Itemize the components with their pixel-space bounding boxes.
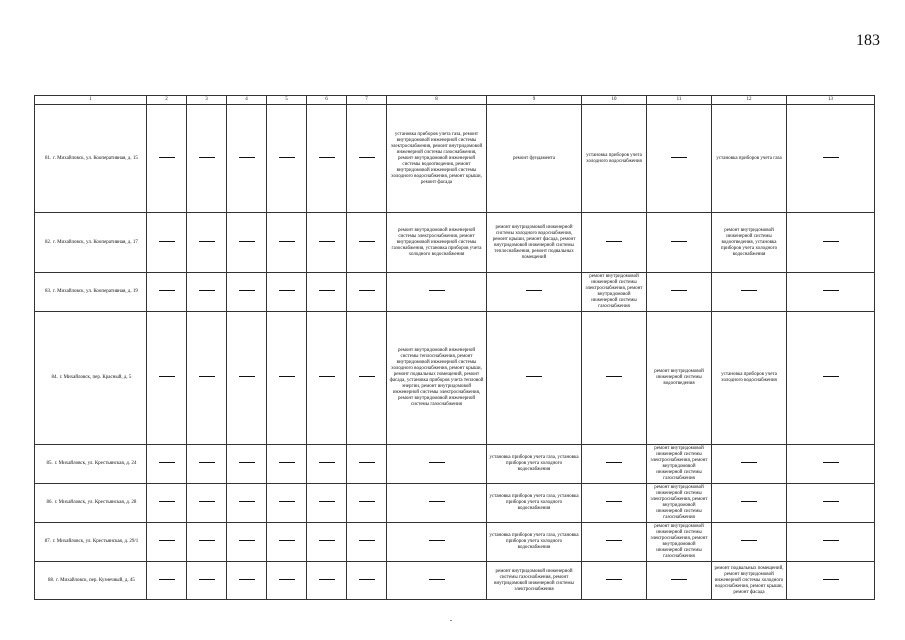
dash-mark — [606, 462, 622, 463]
address-cell — [35, 273, 147, 312]
dash-mark — [279, 376, 295, 377]
empty-cell — [267, 523, 307, 562]
empty-cell — [187, 105, 227, 213]
dash-mark — [239, 241, 255, 242]
dash-mark — [159, 540, 175, 541]
dash-mark — [199, 462, 215, 463]
empty-cell — [787, 213, 875, 273]
dash-mark — [606, 501, 622, 502]
address-text: г. Михайловск, пер. Красный, д. 5 — [59, 375, 132, 380]
empty-cell — [147, 484, 187, 523]
work-cell: ремонт внутридомовой инженерной системы газоснабжения, ремонт внутридомовой инженерной системы электроснабжения — [487, 562, 582, 600]
address-cell — [35, 312, 147, 445]
empty-cell — [582, 445, 647, 484]
empty-cell — [347, 562, 387, 600]
empty-cell — [227, 273, 267, 312]
empty-cell — [307, 105, 347, 213]
dash-mark — [671, 290, 687, 291]
empty-cell — [307, 273, 347, 312]
repair-registry-table — [34, 95, 875, 600]
dash-mark — [199, 241, 215, 242]
column-number: 13 — [787, 96, 875, 105]
empty-cell — [582, 484, 647, 523]
column-number: 8 — [387, 96, 487, 105]
empty-cell — [307, 523, 347, 562]
dash-mark — [199, 376, 215, 377]
empty-cell — [267, 312, 307, 445]
work-cell: установка приборов учета холодного водоснабжения — [582, 105, 647, 213]
column-number: 3 — [187, 96, 227, 105]
empty-cell — [227, 445, 267, 484]
empty-cell — [147, 105, 187, 213]
empty-cell — [347, 484, 387, 523]
empty-cell — [187, 562, 227, 600]
empty-cell — [712, 484, 787, 523]
empty-cell — [387, 273, 487, 312]
dash-mark — [239, 157, 255, 158]
dash-mark — [359, 579, 375, 580]
empty-cell — [787, 523, 875, 562]
empty-cell — [787, 484, 875, 523]
dash-mark — [671, 241, 687, 242]
table-row — [35, 445, 875, 484]
empty-cell — [787, 445, 875, 484]
dash-mark — [823, 540, 839, 541]
dash-mark — [279, 157, 295, 158]
address-cell — [35, 445, 147, 484]
empty-cell — [582, 213, 647, 273]
empty-cell — [347, 273, 387, 312]
column-number: 6 — [307, 96, 347, 105]
empty-cell — [147, 445, 187, 484]
dash-mark — [741, 462, 757, 463]
empty-cell — [187, 445, 227, 484]
work-cell: ремонт внутридомовой инженерной системы электроснабжения, ремонт внутридомовой инженерной системы газоснабжения — [647, 523, 712, 562]
row-number: 82. — [45, 239, 52, 245]
dash-mark — [319, 579, 335, 580]
dash-mark — [741, 290, 757, 291]
dash-mark — [199, 290, 215, 291]
work-cell: установка приборов учета газа, установка приборов учета холодного водоснабжения — [487, 523, 582, 562]
dash-mark — [319, 540, 335, 541]
empty-cell — [582, 562, 647, 600]
address-text: г. Михайловск, ул. Кооперативная, д. 19 — [53, 289, 138, 294]
dash-mark — [239, 540, 255, 541]
empty-cell — [187, 213, 227, 273]
address-cell — [35, 105, 147, 213]
dash-mark — [239, 501, 255, 502]
column-number: 12 — [712, 96, 787, 105]
empty-cell — [227, 562, 267, 600]
row-number: 83. — [45, 289, 52, 294]
dash-mark — [359, 241, 375, 242]
row-number: 87. — [44, 539, 51, 544]
table-body — [35, 105, 875, 600]
empty-cell — [487, 273, 582, 312]
empty-cell — [387, 445, 487, 484]
table-row — [35, 484, 875, 523]
column-number: 4 — [227, 96, 267, 105]
empty-cell — [307, 312, 347, 445]
dash-mark — [823, 579, 839, 580]
empty-cell — [267, 445, 307, 484]
dash-mark — [319, 462, 335, 463]
dash-mark — [823, 462, 839, 463]
empty-cell — [647, 213, 712, 273]
dash-mark — [741, 501, 757, 502]
address-text: г. Михайловск, ул. Крестьянская, д. 24 — [54, 461, 137, 466]
empty-cell — [387, 484, 487, 523]
work-cell: установка приборов учета холодного водоснабжения — [712, 312, 787, 445]
work-cell: ремонт внутридомовой инженерной системы электроснабжения, ремонт внутридомовой инженерной системы газоснабжения, установка приборов учета холодного водоснабжения — [387, 213, 487, 273]
empty-cell — [227, 484, 267, 523]
dash-mark — [359, 462, 375, 463]
dash-mark — [606, 376, 622, 377]
dash-mark — [239, 376, 255, 377]
empty-cell — [267, 213, 307, 273]
scan-speck — [450, 620, 452, 621]
dash-mark — [319, 290, 335, 291]
work-cell: ремонт внутридомовой инженерной системы водоотведения, установка приборов учета холодного водоснабжения — [712, 213, 787, 273]
empty-cell — [787, 562, 875, 600]
dash-mark — [671, 157, 687, 158]
dash-mark — [823, 290, 839, 291]
dash-mark — [159, 579, 175, 580]
work-cell: ремонт внутридомовой инженерной системы электроснабжения, ремонт внутридомовой инженерной системы газоснабжения — [647, 445, 712, 484]
row-number: 86. — [46, 500, 53, 505]
table-row — [35, 105, 875, 213]
dash-mark — [199, 540, 215, 541]
dash-mark — [823, 157, 839, 158]
row-number: 84. — [51, 375, 58, 380]
empty-cell — [227, 312, 267, 445]
dash-mark — [279, 462, 295, 463]
work-cell: ремонт внутридомовой инженерной системы теплоснабжения, ремонт внутридомовой инженерной системы холодного водоснабжения, ремонт крыши, ремонт подвальных помещений, ремонт фасада, установка приборов учета тепловой энергии, ремонт внутридомовой инженерной системы электроснабжения, ремонт внутридомовой инженерной системы газоснабжения — [387, 312, 487, 445]
dash-mark — [159, 157, 175, 158]
empty-cell — [387, 523, 487, 562]
dash-mark — [159, 462, 175, 463]
dash-mark — [429, 501, 445, 502]
empty-cell — [147, 213, 187, 273]
empty-cell — [487, 312, 582, 445]
work-cell: установка приборов учета газа — [712, 105, 787, 213]
empty-cell — [647, 273, 712, 312]
empty-cell — [647, 562, 712, 600]
dash-mark — [823, 501, 839, 502]
empty-cell — [387, 562, 487, 600]
empty-cell — [267, 273, 307, 312]
dash-mark — [319, 157, 335, 158]
page-number: 183 — [856, 32, 880, 49]
dash-mark — [159, 290, 175, 291]
work-cell: ремонт подвальных помещений, ремонт внутридомовой инженерной системы холодного водоснабжения, ремонт крыши, ремонт фасада — [712, 562, 787, 600]
empty-cell — [712, 523, 787, 562]
empty-cell — [347, 523, 387, 562]
row-number: 81. — [45, 155, 52, 161]
dash-mark — [199, 501, 215, 502]
dash-mark — [319, 376, 335, 377]
dash-mark — [359, 540, 375, 541]
empty-cell — [187, 523, 227, 562]
row-number: 88. — [47, 577, 55, 583]
empty-cell — [712, 273, 787, 312]
empty-cell — [227, 105, 267, 213]
address-cell — [35, 484, 147, 523]
table-row — [35, 213, 875, 273]
address-text: г. Михайловск, пер. Кузнечный, д. 45 — [56, 577, 135, 583]
dash-mark — [159, 501, 175, 502]
work-cell: ремонт внутридомовой инженерной системы электроснабжения, ремонт внутридомовой инженерной системы газоснабжения — [582, 273, 647, 312]
table-row — [35, 312, 875, 445]
empty-cell — [582, 312, 647, 445]
work-cell: ремонт внутридомовой инженерной системы холодного водоснабжения, ремонт крыши, ремонт фасада, ремонт внутридомовой инженерной системы теплоснабжения, ремонт подвальных помещений — [487, 213, 582, 273]
column-number: 2 — [147, 96, 187, 105]
empty-cell — [307, 562, 347, 600]
empty-cell — [347, 105, 387, 213]
empty-cell — [347, 445, 387, 484]
empty-cell — [787, 273, 875, 312]
dash-mark — [279, 241, 295, 242]
dash-mark — [359, 290, 375, 291]
column-number: 9 — [487, 96, 582, 105]
empty-cell — [582, 523, 647, 562]
empty-cell — [147, 523, 187, 562]
empty-cell — [267, 562, 307, 600]
column-number: 7 — [347, 96, 387, 105]
dash-mark — [429, 290, 445, 291]
empty-cell — [187, 273, 227, 312]
dash-mark — [359, 157, 375, 158]
dash-mark — [279, 501, 295, 502]
table-row — [35, 562, 875, 600]
empty-cell — [307, 213, 347, 273]
work-cell: ремонт внутридомовой инженерной системы электроснабжения, ремонт внутридомовой инженерной системы газоснабжения — [647, 484, 712, 523]
dash-mark — [239, 290, 255, 291]
empty-cell — [187, 312, 227, 445]
empty-cell — [347, 312, 387, 445]
column-number-row — [35, 96, 875, 105]
dash-mark — [823, 376, 839, 377]
dash-mark — [319, 241, 335, 242]
address-cell — [35, 213, 147, 273]
row-number: 85. — [46, 461, 53, 466]
table-row — [35, 273, 875, 312]
empty-cell — [147, 562, 187, 600]
address-text: г. Михайловск, ул. Крестьянская, д. 28 — [54, 500, 137, 505]
address-text: г. Михайловск, ул. Кооперативная, д. 15 — [53, 155, 138, 161]
empty-cell — [712, 445, 787, 484]
dash-mark — [606, 540, 622, 541]
dash-mark — [279, 540, 295, 541]
empty-cell — [147, 312, 187, 445]
dash-mark — [429, 540, 445, 541]
empty-cell — [227, 213, 267, 273]
dash-mark — [239, 462, 255, 463]
empty-cell — [647, 105, 712, 213]
address-text: г. Михайловск, ул. Кооперативная, д. 17 — [53, 239, 138, 245]
work-cell: установка приборов учета газа, установка приборов учета холодного водоснабжения — [487, 445, 582, 484]
empty-cell — [307, 484, 347, 523]
dash-mark — [359, 501, 375, 502]
dash-mark — [159, 376, 175, 377]
address-text: г. Михайловск, ул. Крестьянская, д. 29/1 — [52, 539, 139, 544]
dash-mark — [429, 579, 445, 580]
empty-cell — [267, 105, 307, 213]
column-number: 10 — [582, 96, 647, 105]
empty-cell — [347, 213, 387, 273]
dash-mark — [606, 579, 622, 580]
empty-cell — [227, 523, 267, 562]
dash-mark — [526, 290, 542, 291]
dash-mark — [526, 376, 542, 377]
dash-mark — [159, 241, 175, 242]
table-row — [35, 523, 875, 562]
work-cell: установка приборов учета газа, ремонт внутридомовой инженерной системы электроснабжения, ремонт внутридомовой инженерной системы газоснабжения, ремонт внутридомовой инженерной системы водоотведения, ремонт внутридомовой инженерной системы холодного водоснабжения, ремонт крыши, ремонт фасада — [387, 105, 487, 213]
dash-mark — [741, 540, 757, 541]
dash-mark — [359, 376, 375, 377]
dash-mark — [239, 579, 255, 580]
column-number: 5 — [267, 96, 307, 105]
dash-mark — [199, 579, 215, 580]
work-cell: установка приборов учета газа, установка приборов учета холодного водоснабжения — [487, 484, 582, 523]
dash-mark — [823, 241, 839, 242]
column-number: 1 — [35, 96, 147, 105]
address-cell — [35, 523, 147, 562]
dash-mark — [279, 290, 295, 291]
empty-cell — [187, 484, 227, 523]
work-cell: ремонт внутридомовой инженерной системы водоотведения — [647, 312, 712, 445]
empty-cell — [787, 312, 875, 445]
column-number: 11 — [647, 96, 712, 105]
empty-cell — [787, 105, 875, 213]
address-cell — [35, 562, 147, 600]
empty-cell — [267, 484, 307, 523]
dash-mark — [606, 241, 622, 242]
dash-mark — [319, 501, 335, 502]
dash-mark — [279, 579, 295, 580]
empty-cell — [147, 273, 187, 312]
dash-mark — [199, 157, 215, 158]
dash-mark — [671, 579, 687, 580]
dash-mark — [429, 462, 445, 463]
empty-cell — [307, 445, 347, 484]
work-cell: ремонт фундамента — [487, 105, 582, 213]
